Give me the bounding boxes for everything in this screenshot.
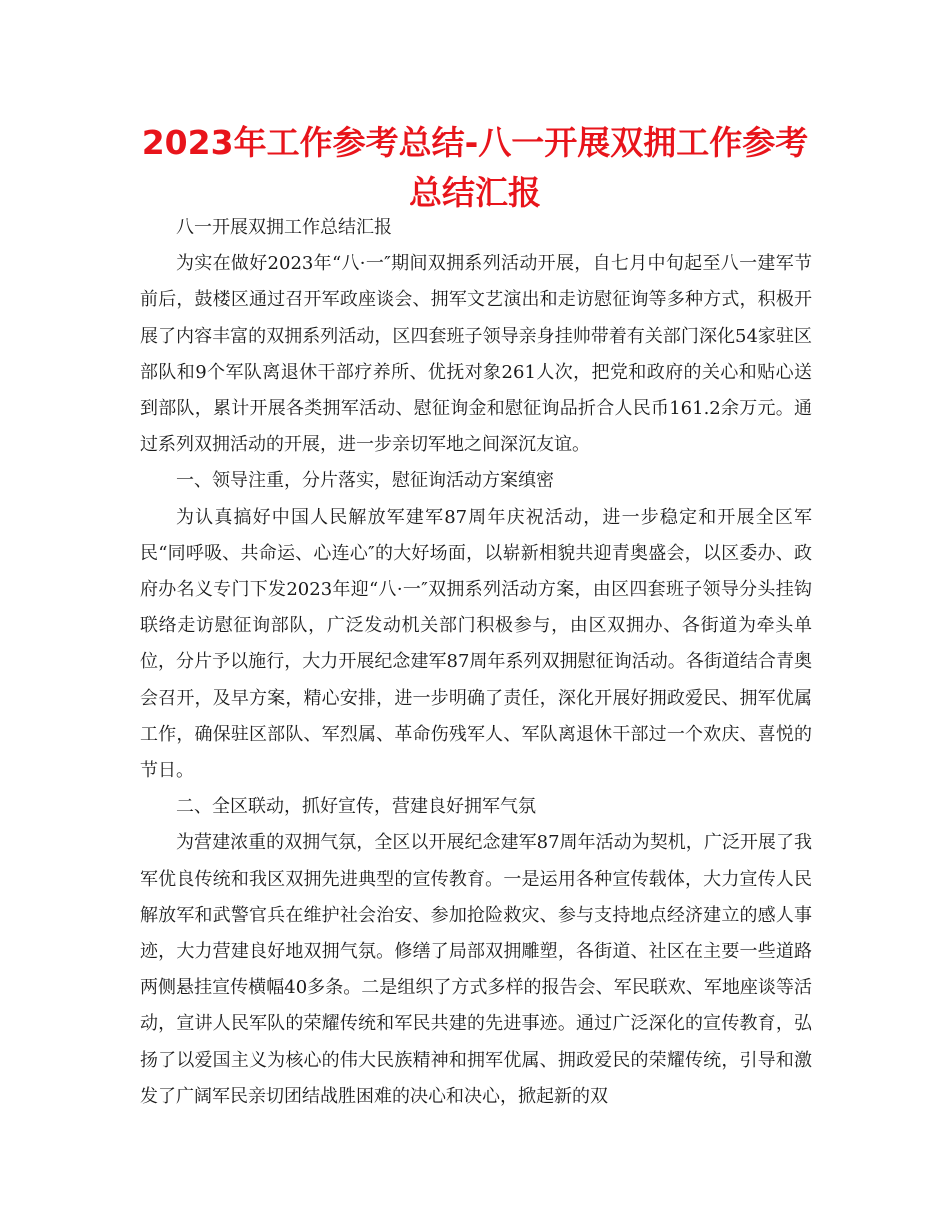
section-heading-2: 二、全区联动，抓好宣传，营建良好拥军气氛 [176,796,536,818]
section-1-paragraph: 为认真搞好中国人民解放军建军87周年庆祝活动，进一步稳定和开展全区军民“同呼吸、共命运、心连心″的大好场面，以崭新相貌共迎青奥盛会，以区委办、政府办名义专门下发2023年迎“八·一″双拥系列活动方案，由区四套班子领导分头挂钩联络走访慰征询部队，广泛发动机关部门积极参与，由区双拥办、各街道为牵头单位，分片予以施行，大力开展纪念建军87周年系列双拥慰征询活动。各街道结合青奥会召开，及早方案，精心安排，进一步明确了责任，深化开展好拥政爱民、拥军优属工作，确保驻区部队、军烈属、革命伤残军人、军队离退休干部过一个欢庆、喜悦的节日。 [140,506,812,782]
document-body [140,210,812,1115]
intro-paragraph: 为实在做好2023年“八·一″期间双拥系列活动开展，自七月中旬起至八一建军节前后，鼓楼区通过召开军政座谈会、拥军文艺演出和走访慰征询等多种方式，积极开展了内容丰富的双拥系列活动，区四套班子领导亲身挂帅带着有关部门深化54家驻区部队和9个军队离退休干部疗养所、优抚对象261人次，把党和政府的关心和贴心送到部队，累计开展各类拥军活动、慰征询金和慰征询品折合人民币161.2余万元。通过系列双拥活动的开展，进一步亲切军地之间深沉友谊。 [140,253,812,456]
document-title: 2023年工作参考总结-八一开展双拥工作参考总结汇报 [141,123,809,212]
subtitle-paragraph: 八一开展双拥工作总结汇报 [176,217,392,238]
section-2-paragraph: 为营建浓重的双拥气氛，全区以开展纪念建军87周年活动为契机，广泛开展了我军优良传统和我区双拥先进典型的宣传教育。一是运用各种宣传载体，大力宣传人民解放军和武警官兵在维护社会治安、参加抢险救灾、参与支持地点经济建立的感人事迹，大力营建良好地双拥气氛。修缮了局部双拥雕塑，各街道、社区在主要一些道路两侧悬挂宣传横幅40多条。二是组织了方式多样的报告会、军民联欢、军地座谈等活动，宣讲人民军队的荣耀传统和军民共建的先进事迹。通过广泛深化的宣传教育，弘扬了以爱国主义为核心的伟大民族精神和拥军优属、拥政爱民的荣耀传统，引导和激发了广阔军民亲切团结战胜困难的决心和决心，掀起新的双 [140,832,812,1107]
section-heading-1: 一、领导注重，分片落实，慰征询活动方案缜密 [176,470,554,492]
